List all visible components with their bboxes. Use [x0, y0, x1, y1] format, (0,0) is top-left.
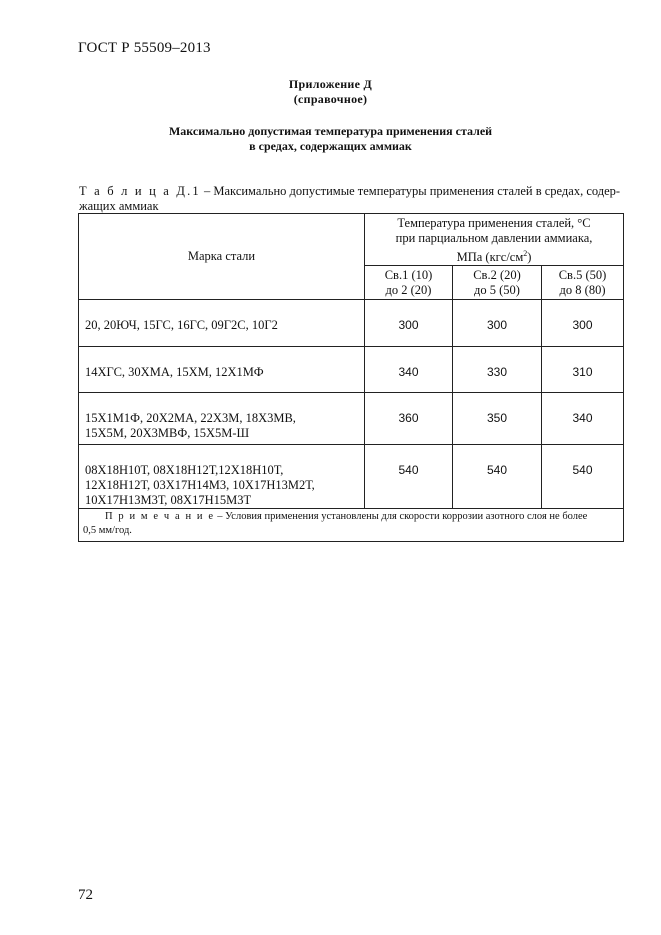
- page-number: 72: [78, 887, 93, 903]
- table-caption: [79, 184, 624, 214]
- steel-grade-cell: [79, 347, 365, 393]
- pressure-2-line-1: Св.2 (20): [473, 268, 521, 283]
- temp-value-cell: 300: [453, 300, 542, 347]
- temp-value-cell: 540: [453, 445, 542, 509]
- steel-grade-cell: [79, 300, 365, 347]
- table-row: [79, 445, 624, 509]
- note-label: П р и м е ч а н и е: [105, 511, 215, 523]
- steel-grade-cell: [79, 445, 365, 509]
- column-header-pressure-2: [453, 266, 542, 300]
- table-note: [79, 509, 624, 542]
- table-caption-label: Т а б л и ц а Д.1: [79, 184, 201, 198]
- table-row: [79, 347, 624, 393]
- grade-line: 15Х5М, 20Х3МВФ, 15Х5М-Ш: [85, 426, 250, 441]
- temp-value-cell: 340: [365, 347, 453, 393]
- pressure-1-line-2: до 2 (20): [385, 283, 432, 298]
- grade-line: 12Х18Н12Т, 03Х17Н14М3, 10Х17Н13М2Т,: [85, 478, 315, 493]
- temp-value-cell: 340: [542, 393, 624, 445]
- temp-header-line-2: при парциальном давлении аммиака,: [395, 231, 593, 245]
- table-note-row: [79, 509, 624, 542]
- temp-value-cell: 300: [365, 300, 453, 347]
- note-text: – Условия применения установлены для скорости коррозии азотного слоя не более: [214, 511, 588, 523]
- temp-value-cell: 540: [365, 445, 453, 509]
- temp-value-cell: 300: [542, 300, 624, 347]
- grade-line: 15Х1М1Ф, 20Х2МА, 22Х3М, 18Х3МВ,: [85, 411, 296, 426]
- document-header: ГОСТ Р 55509–2013: [78, 40, 211, 56]
- temp-header-line-3: МПа (кгс/см: [456, 250, 524, 265]
- temp-header-line-1: Температура применения сталей, °С: [397, 216, 591, 230]
- grade-line: 14ХГС, 30ХМА, 15ХМ, 12Х1МФ: [85, 365, 264, 380]
- temp-value-cell: 540: [542, 445, 624, 509]
- grade-line: 20, 20ЮЧ, 15ГС, 16ГС, 09Г2С, 10Г2: [85, 318, 278, 333]
- table-row: [79, 393, 624, 445]
- appendix-heading: [0, 124, 661, 154]
- column-header-pressure-1: [365, 266, 453, 300]
- temp-value-cell: 360: [365, 393, 453, 445]
- pressure-1-line-1: Св.1 (10): [384, 268, 433, 283]
- pressure-3-line-2: до 8 (80): [559, 283, 606, 298]
- column-header-steel: Марка стали: [79, 214, 365, 300]
- table-header-row: [79, 214, 624, 266]
- temp-header-superscript: 2: [523, 249, 528, 258]
- pressure-3-line-1: Св.5 (50): [558, 268, 607, 283]
- table-caption-text: – Максимально допустимые температуры применения сталей в средах, содер-: [200, 184, 621, 198]
- appendix-subtitle: (справочное): [293, 92, 368, 106]
- heading-line-1: Максимально допустимая температура применения сталей: [168, 124, 493, 138]
- temp-header-close: ): [527, 250, 532, 265]
- table-row: [79, 300, 624, 347]
- steel-temperature-table: [78, 213, 624, 542]
- grade-line: 08Х18Н10Т, 08Х18Н12Т,12Х18Н10Т,: [85, 463, 284, 478]
- temp-value-cell: 330: [453, 347, 542, 393]
- grade-line: 10Х17Н13М3Т, 08Х17Н15М3Т: [85, 493, 252, 508]
- temp-value-cell: 310: [542, 347, 624, 393]
- heading-line-2: в средах, содержащих аммиак: [249, 139, 412, 153]
- temp-value-cell: 350: [453, 393, 542, 445]
- note-text-2: 0,5 мм/год.: [83, 525, 132, 537]
- table-caption-text-2: жащих аммиак: [79, 199, 159, 213]
- pressure-2-line-2: до 5 (50): [474, 283, 520, 298]
- column-header-temperature: [365, 214, 624, 266]
- column-header-pressure-3: [542, 266, 624, 300]
- appendix-title-block: [0, 77, 661, 107]
- appendix-title: Приложение Д: [288, 77, 373, 91]
- steel-grade-cell: [79, 393, 365, 445]
